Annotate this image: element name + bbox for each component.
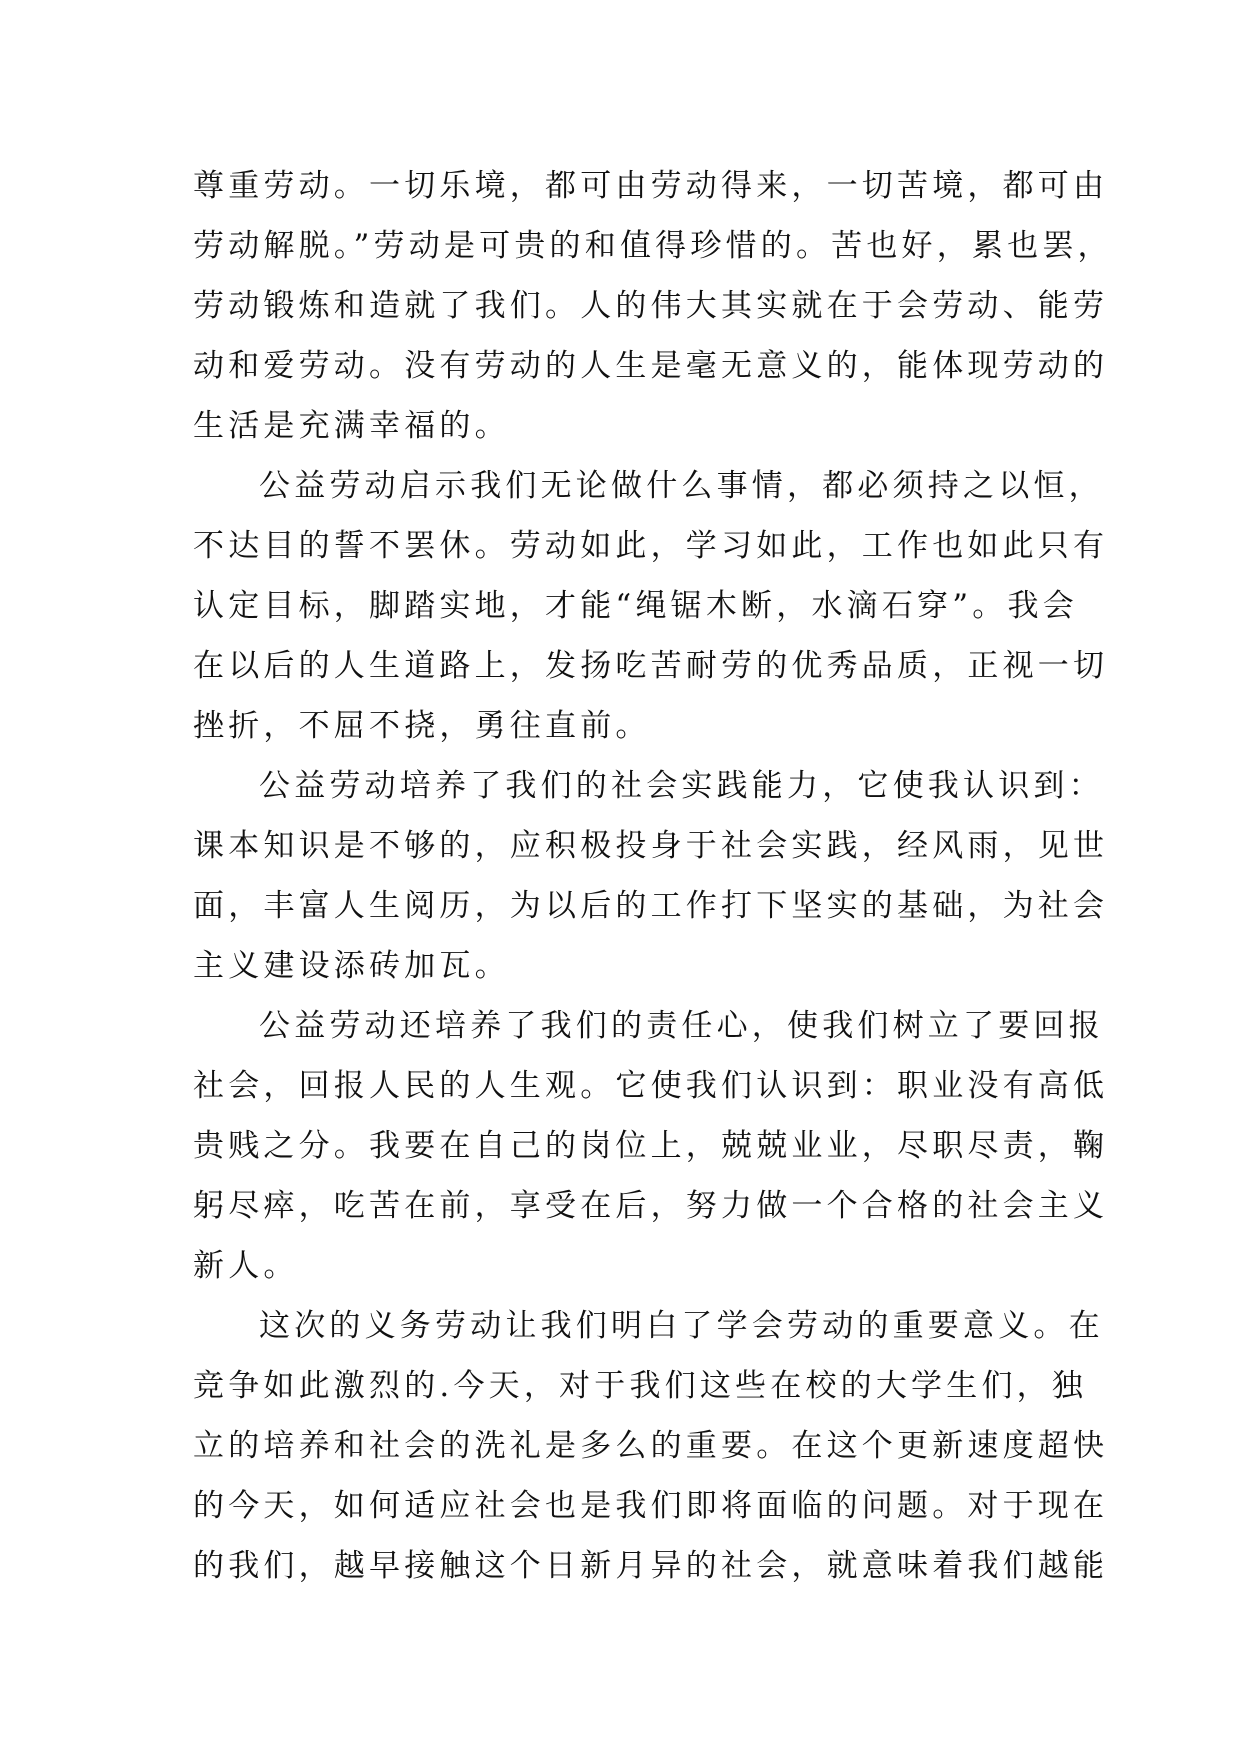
text-line-15: 公益劳动还培养了我们的责任心，使我们树立了要回报 bbox=[259, 1008, 1104, 1044]
text-line-20: 这次的义务劳动让我们明白了学会劳动的重要意义。在 bbox=[259, 1308, 1104, 1344]
text-line-5: 生活是充满幸福的。 bbox=[193, 408, 510, 444]
text-line-7: 不达目的誓不罢休。劳动如此，学习如此，工作也如此只有 bbox=[193, 528, 1109, 564]
document-body bbox=[193, 156, 1113, 1596]
text-line-13: 面，丰富人生阅历，为以后的工作打下坚实的基础，为社会 bbox=[193, 888, 1109, 924]
text-line-8: 认定目标，脚踏实地，才能“绳锯木断，水滴石穿”。我会 bbox=[193, 588, 1078, 624]
text-line-17: 贵贱之分。我要在自己的岗位上，兢兢业业，尽职尽责，鞠 bbox=[193, 1128, 1109, 1164]
text-line-12: 课本知识是不够的，应积极投身于社会实践，经风雨，见世 bbox=[193, 828, 1109, 864]
text-line-24: 的我们，越早接触这个日新月异的社会，就意味着我们越能 bbox=[193, 1548, 1109, 1584]
text-line-14: 主义建设添砖加瓦。 bbox=[193, 948, 510, 984]
text-line-1: 尊重劳动。一切乐境，都可由劳动得来，一切苦境，都可由 bbox=[193, 168, 1109, 204]
text-line-2: 劳动解脱。”劳动是可贵的和值得珍惜的。苦也好，累也罢， bbox=[193, 228, 1113, 264]
text-line-9: 在以后的人生道路上，发扬吃苦耐劳的优秀品质，正视一切 bbox=[193, 648, 1109, 684]
text-line-16: 社会，回报人民的人生观。它使我们认识到：职业没有高低 bbox=[193, 1068, 1109, 1104]
text-line-10: 挫折，不屈不挠，勇往直前。 bbox=[193, 708, 651, 744]
text-line-4: 动和爱劳动。没有劳动的人生是毫无意义的，能体现劳动的 bbox=[193, 348, 1109, 384]
text-line-18: 躬尽瘁，吃苦在前，享受在后，努力做一个合格的社会主义 bbox=[193, 1188, 1109, 1224]
text-line-21: 竞争如此激烈的.今天，对于我们这些在校的大学生们，独 bbox=[193, 1368, 1088, 1404]
text-line-23: 的今天，如何适应社会也是我们即将面临的问题。对于现在 bbox=[193, 1488, 1109, 1524]
text-line-3: 劳动锻炼和造就了我们。人的伟大其实就在于会劳动、能劳 bbox=[193, 288, 1109, 324]
text-line-22: 立的培养和社会的洗礼是多么的重要。在这个更新速度超快 bbox=[193, 1428, 1109, 1464]
text-line-19: 新人。 bbox=[193, 1248, 299, 1284]
text-line-6: 公益劳动启示我们无论做什么事情，都必须持之以恒， bbox=[259, 468, 1104, 504]
text-line-11: 公益劳动培养了我们的社会实践能力，它使我认识到： bbox=[259, 768, 1104, 804]
